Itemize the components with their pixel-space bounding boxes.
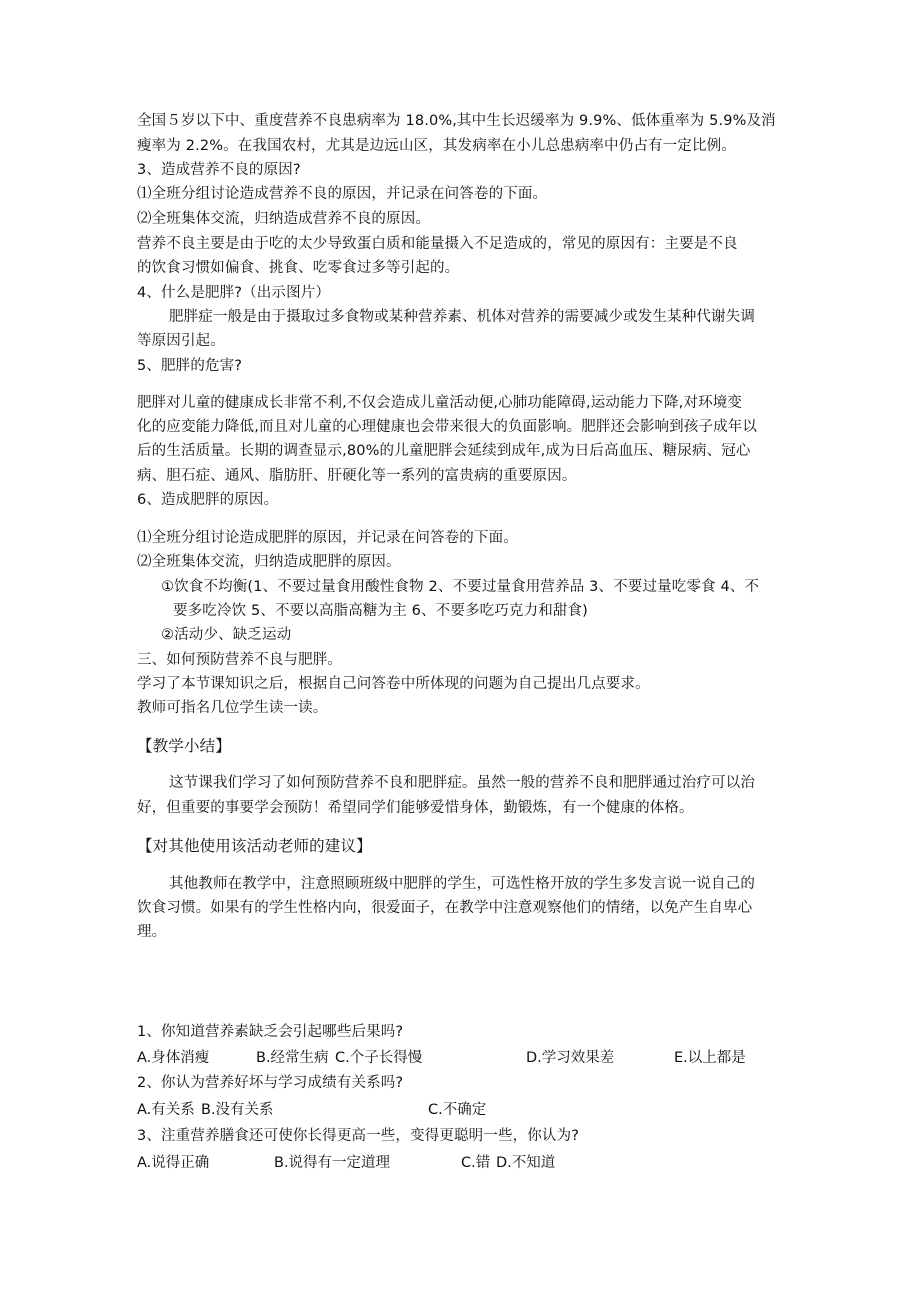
paragraph-line: 瘦率为 2.2%。在我国农村，尤其是边远山区，其发病率在小儿总患病率中仍占有一定比例。 bbox=[137, 138, 736, 154]
option-b: B.说得有一定道理 bbox=[274, 1155, 391, 1171]
sub-list-item: 要多吃冷饮 5、不要以高脂高糖为主 6、不要多吃巧克力和甜食) bbox=[173, 603, 588, 619]
option-d: D.不知道 bbox=[496, 1155, 556, 1171]
paragraph-line: 等原因引起。 bbox=[137, 333, 225, 349]
paragraph-line: 的饮食习惯如偏食、挑食、吃零食过多等引起的。 bbox=[137, 260, 460, 276]
paragraph-line: 教师可指名几位学生读一读。 bbox=[137, 700, 328, 716]
option-a: A.说得正确 bbox=[137, 1155, 210, 1171]
paragraph-line: 营养不良主要是由于吃的太少导致蛋白质和能量摄入不足造成的，常见的原因有：主要是不良 bbox=[137, 236, 738, 252]
question-2: 2、你认为营养好坏与学习成绩有关系吗? bbox=[137, 1075, 404, 1091]
option-b: B.经常生病 bbox=[256, 1050, 329, 1066]
paragraph-line: 肥胖对儿童的健康成长非常不利,不仅会造成儿童活动便,心肺功能障碍,运动能力下降,对环境变 bbox=[137, 395, 743, 411]
paragraph-line: 理。 bbox=[137, 924, 167, 940]
section-heading: 5、肥胖的危害? bbox=[137, 358, 243, 374]
option-a: A.有关系 bbox=[137, 1102, 195, 1118]
paragraph-line: 肥胖症一般是由于摄取过多食物或某种营养素、机体对营养的需要减少或发生某种代谢失调 bbox=[169, 309, 755, 325]
advice-heading: 【对其他使用该活动老师的建议】 bbox=[137, 837, 372, 855]
section-heading: 4、什么是肥胖?（出示图片） bbox=[137, 285, 331, 301]
section-heading: 3、造成营养不良的原因? bbox=[137, 162, 301, 178]
option-c: C.个子长得慢 bbox=[335, 1050, 423, 1066]
summary-heading: 【教学小结】 bbox=[137, 737, 231, 755]
list-item: ⑵全班集体交流，归纳造成营养不良的原因。 bbox=[137, 211, 430, 227]
paragraph-line: 饮食习惯。如果有的学生性格内向，很爱面子，在教学中注意观察他们的情绪，以免产生自卑心 bbox=[137, 900, 753, 916]
paragraph-line: 全国５岁以下中、重度营养不良患病率为 18.0%,其中生长迟缓率为 9.9%、低体重率为 5.9%及消 bbox=[137, 113, 776, 129]
section-heading: 6、造成肥胖的原因。 bbox=[137, 492, 279, 508]
paragraph-line: 病、胆石症、通风、脂肪肝、肝硬化等一系列的富贵病的重要原因。 bbox=[137, 468, 577, 484]
option-a: A.身体消瘦 bbox=[137, 1050, 210, 1066]
paragraph-line: 这节课我们学习了如何预防营养不良和肥胖症。虽然一般的营养不良和肥胖通过治疗可以治 bbox=[169, 775, 755, 791]
option-c: C.错 bbox=[461, 1155, 491, 1171]
option-c: C.不确定 bbox=[428, 1102, 487, 1118]
list-item: ⑴全班分组讨论造成营养不良的原因，并记录在问答卷的下面。 bbox=[137, 186, 548, 202]
question-1: 1、你知道营养素缺乏会引起哪些后果吗? bbox=[137, 1024, 404, 1040]
section-heading: 三、如何预防营养不良与肥胖。 bbox=[137, 652, 343, 668]
list-item: ⑵全班集体交流，归纳造成肥胖的原因。 bbox=[137, 554, 401, 570]
paragraph-line: 后的生活质量。长期的调查显示,80%的儿童肥胖会延续到成年,成为日后高血压、糖尿病、冠心 bbox=[137, 443, 751, 459]
paragraph-line: 化的应変能力降低,而且对儿童的心理健康也会带来很大的负面影响。肥胖还会影响到孩子成年以 bbox=[137, 419, 758, 435]
paragraph-line: 学习了本节课知识之后，根据自己问答卷中所体现的问题为自己提出几点要求。 bbox=[137, 676, 650, 692]
sub-list-item: ①饮食不均衡(1、不要过量食用酸性食物 2、不要过量食用营养品 3、不要过量吃零食 4、不 bbox=[161, 579, 760, 595]
option-d: D.学习效果差 bbox=[526, 1050, 615, 1066]
list-item: ⑴全班分组讨论造成肥胖的原因，并记录在问答卷的下面。 bbox=[137, 530, 518, 546]
option-b: B.没有关系 bbox=[201, 1102, 274, 1118]
paragraph-line: 好，但重要的事要学会预防！希望同学们能够爱惜身体，勤锻炼，有一个健康的体格。 bbox=[137, 800, 694, 816]
question-3: 3、注重营养膳食还可使你长得更高一些，变得更聪明一些，你认为? bbox=[137, 1128, 580, 1144]
paragraph-line: 其他教师在教学中，注意照顾班级中肥胖的学生，可选性格开放的学生多发言说一说自己的 bbox=[169, 876, 755, 892]
option-e: E.以上都是 bbox=[674, 1050, 746, 1066]
sub-list-item: ②活动少、缺乏运动 bbox=[161, 627, 292, 643]
